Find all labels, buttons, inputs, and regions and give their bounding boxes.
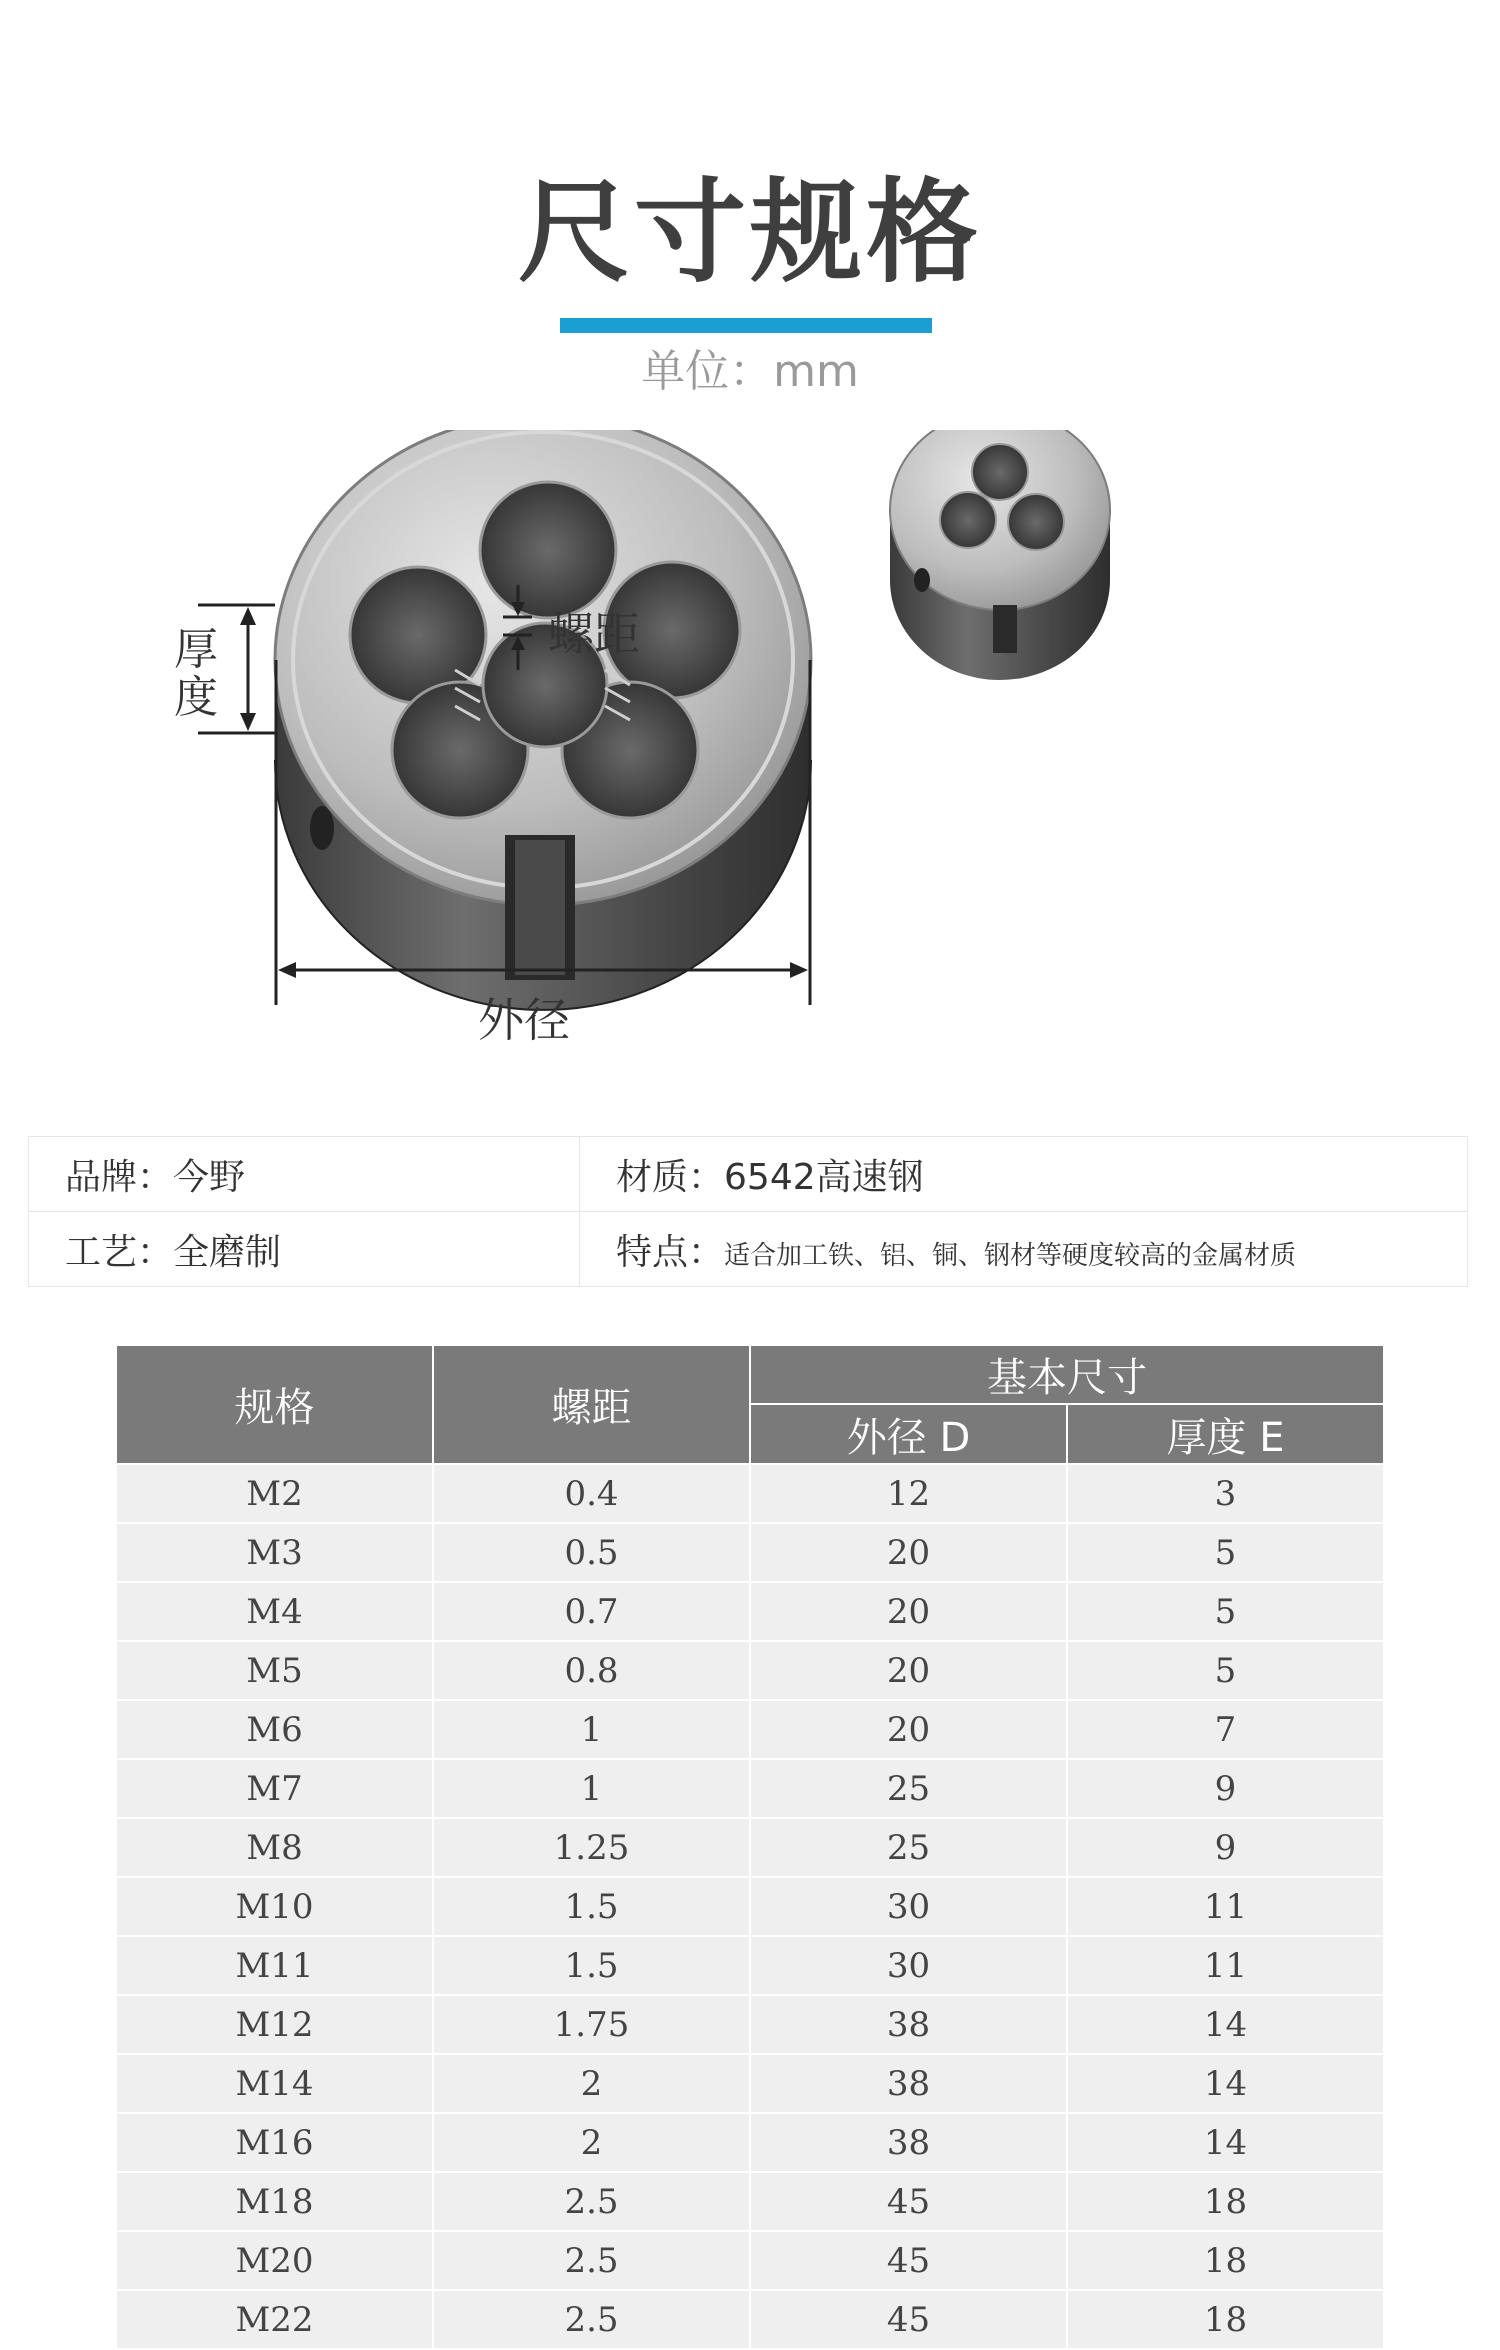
spec-cell: M12 xyxy=(116,1995,433,2054)
table-row xyxy=(116,1700,1384,1759)
header-pitch: 螺距 xyxy=(433,1345,750,1464)
die-illustration xyxy=(0,430,1500,1070)
process-value: 全磨制 xyxy=(173,1231,282,1273)
header-basic-size: 基本尺寸 xyxy=(750,1345,1384,1404)
spec-cell: M8 xyxy=(116,1818,433,1877)
thickness-cell: 14 xyxy=(1067,1995,1384,2054)
spec-cell: M18 xyxy=(116,2172,433,2231)
outer-diameter-cell: 20 xyxy=(750,1523,1067,1582)
thickness-cell: 9 xyxy=(1067,1759,1384,1818)
pitch-cell: 1.75 xyxy=(433,1995,750,2054)
spec-cell: M2 xyxy=(116,1464,433,1523)
thickness-cell: 7 xyxy=(1067,1700,1384,1759)
pitch-cell: 1 xyxy=(433,1759,750,1818)
thickness-cell: 5 xyxy=(1067,1582,1384,1641)
outer-diameter-cell: 25 xyxy=(750,1818,1067,1877)
pitch-cell: 0.8 xyxy=(433,1641,750,1700)
feature-label: 特点： xyxy=(616,1231,725,1273)
table-row xyxy=(116,2231,1384,2290)
table-row xyxy=(116,1877,1384,1936)
pitch-cell: 1.25 xyxy=(433,1818,750,1877)
outer-diameter-cell: 38 xyxy=(750,2054,1067,2113)
pitch-cell: 1.5 xyxy=(433,1877,750,1936)
info-row xyxy=(29,1137,1468,1212)
thickness-cell: 18 xyxy=(1067,2172,1384,2231)
spec-cell: M10 xyxy=(116,1877,433,1936)
outer-diameter-cell: 45 xyxy=(750,2172,1067,2231)
brand-value: 今野 xyxy=(173,1156,246,1198)
thickness-cell: 18 xyxy=(1067,2290,1384,2349)
outer-diameter-cell: 30 xyxy=(750,1936,1067,1995)
table-row xyxy=(116,1464,1384,1523)
spec-table xyxy=(115,1344,1385,2350)
spec-cell: M3 xyxy=(116,1523,433,1582)
pitch-cell: 0.5 xyxy=(433,1523,750,1582)
thickness-cell: 11 xyxy=(1067,1936,1384,1995)
outer-diameter-cell: 38 xyxy=(750,1995,1067,2054)
pitch-cell: 2.5 xyxy=(433,2290,750,2349)
thickness-cell: 14 xyxy=(1067,2113,1384,2172)
outer-diameter-cell: 25 xyxy=(750,1759,1067,1818)
spec-cell: M20 xyxy=(116,2231,433,2290)
pitch-cell: 0.7 xyxy=(433,1582,750,1641)
process-cell xyxy=(29,1212,580,1287)
feature-value: 适合加工铁、铝、铜、钢材等硬度较高的金属材质 xyxy=(724,1240,1297,1271)
header-thickness: 厚度 E xyxy=(1067,1404,1384,1464)
outer-diameter-cell: 20 xyxy=(750,1582,1067,1641)
spec-cell: M11 xyxy=(116,1936,433,1995)
diameter-label: 外径 xyxy=(478,993,570,1047)
table-row xyxy=(116,1818,1384,1877)
table-row xyxy=(116,2054,1384,2113)
outer-diameter-cell: 20 xyxy=(750,1700,1067,1759)
die-diagram xyxy=(0,430,1500,1070)
process-label: 工艺： xyxy=(65,1231,174,1273)
pitch-cell: 1.5 xyxy=(433,1936,750,1995)
outer-diameter-cell: 45 xyxy=(750,2231,1067,2290)
pitch-label: 螺距 xyxy=(548,607,640,661)
pitch-cell: 0.4 xyxy=(433,1464,750,1523)
pitch-cell: 2 xyxy=(433,2054,750,2113)
spec-cell: M5 xyxy=(116,1641,433,1700)
table-row xyxy=(116,1936,1384,1995)
table-row xyxy=(116,1759,1384,1818)
spec-cell: M6 xyxy=(116,1700,433,1759)
header-outer-diameter: 外径 D xyxy=(750,1404,1067,1464)
thickness-cell: 9 xyxy=(1067,1818,1384,1877)
spec-table-body xyxy=(116,1464,1384,2349)
pitch-cell: 1 xyxy=(433,1700,750,1759)
page-title: 尺寸规格 xyxy=(518,168,982,298)
large-die xyxy=(275,430,811,1010)
table-row xyxy=(116,1582,1384,1641)
spec-cell: M22 xyxy=(116,2290,433,2349)
pitch-cell: 2.5 xyxy=(433,2172,750,2231)
thickness-cell: 11 xyxy=(1067,1877,1384,1936)
info-row xyxy=(29,1212,1468,1287)
table-row xyxy=(116,1523,1384,1582)
thickness-cell: 5 xyxy=(1067,1523,1384,1582)
product-info-table xyxy=(28,1136,1468,1287)
title-underline xyxy=(560,318,932,333)
material-value: 6542高速钢 xyxy=(724,1156,924,1198)
spec-cell: M4 xyxy=(116,1582,433,1641)
table-row xyxy=(116,2113,1384,2172)
pitch-cell: 2 xyxy=(433,2113,750,2172)
thickness-label: 厚度 xyxy=(174,624,218,723)
thickness-cell: 3 xyxy=(1067,1464,1384,1523)
outer-diameter-cell: 30 xyxy=(750,1877,1067,1936)
table-row xyxy=(116,1641,1384,1700)
material-label: 材质： xyxy=(616,1156,725,1198)
pitch-cell: 2.5 xyxy=(433,2231,750,2290)
outer-diameter-cell: 20 xyxy=(750,1641,1067,1700)
brand-label: 品牌： xyxy=(65,1156,174,1198)
outer-diameter-cell: 38 xyxy=(750,2113,1067,2172)
outer-diameter-cell: 12 xyxy=(750,1464,1067,1523)
spec-cell: M14 xyxy=(116,2054,433,2113)
thickness-cell: 14 xyxy=(1067,2054,1384,2113)
table-row xyxy=(116,2290,1384,2349)
spec-cell: M7 xyxy=(116,1759,433,1818)
unit-label: 单位：mm xyxy=(641,346,859,397)
material-cell xyxy=(580,1137,1468,1212)
brand-cell xyxy=(29,1137,580,1212)
feature-cell xyxy=(580,1212,1468,1287)
table-row xyxy=(116,1995,1384,2054)
thickness-cell: 18 xyxy=(1067,2231,1384,2290)
small-die xyxy=(890,430,1110,680)
header-spec: 规格 xyxy=(116,1345,433,1464)
spec-cell: M16 xyxy=(116,2113,433,2172)
outer-diameter-cell: 45 xyxy=(750,2290,1067,2349)
table-row xyxy=(116,2172,1384,2231)
thickness-cell: 5 xyxy=(1067,1641,1384,1700)
